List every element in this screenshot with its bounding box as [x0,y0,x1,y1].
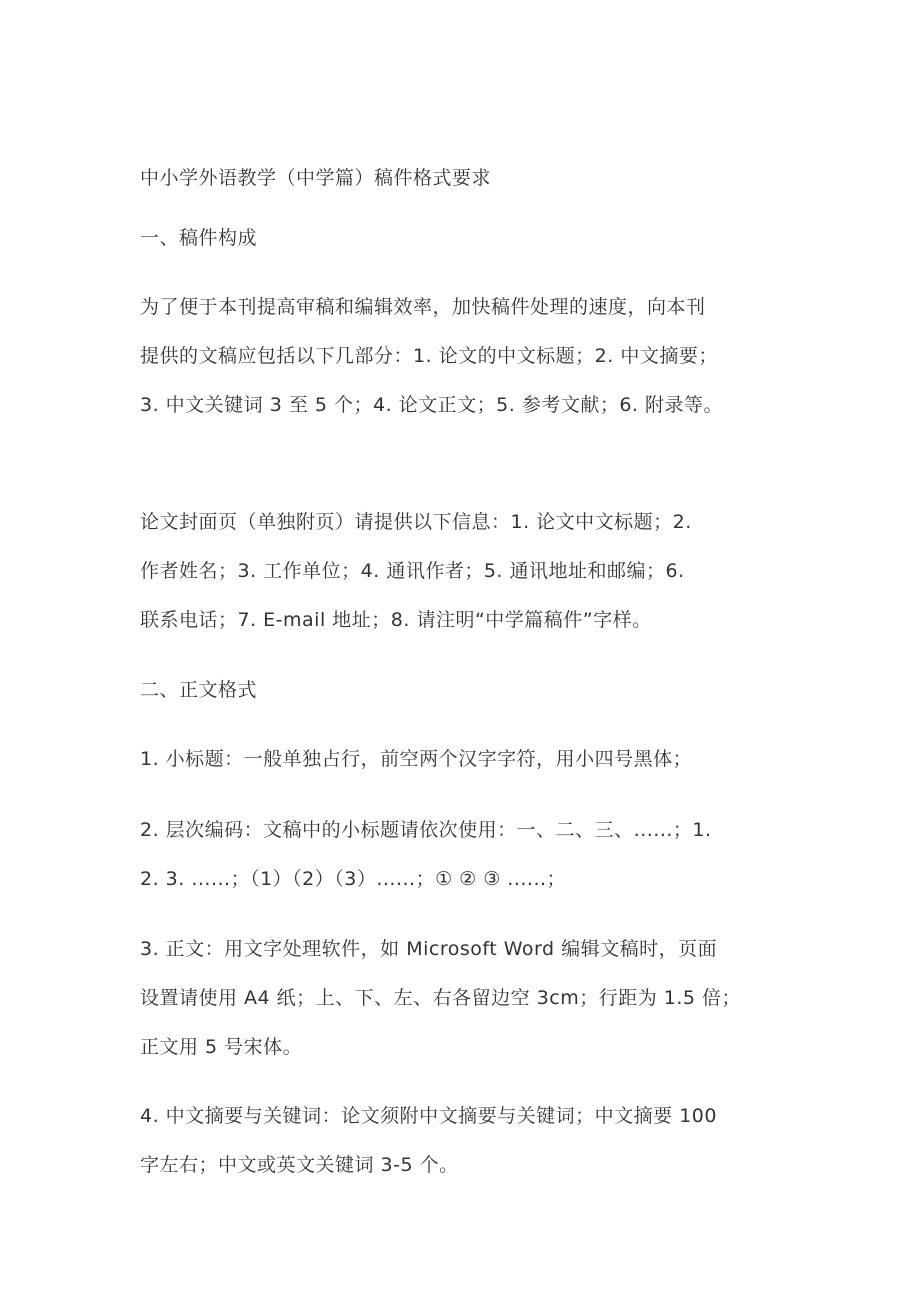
paragraph-line: 作者姓名；3. 工作单位；4. 通讯作者；5. 通讯地址和邮编；6. [140,560,685,582]
section-heading-body-format: 二、正文格式 [140,679,258,701]
paragraph-line: 为了便于本刊提高审稿和编辑效率，加快稿件处理的速度，向本刊 [140,296,706,318]
list-item-line: 1. 小标题：一般单独占行，前空两个汉字字符，用小四号黑体； [140,748,693,770]
list-item-line: 正文用 5 号宋体。 [140,1036,303,1058]
paragraph-line: 联系电话；7. E-mail 地址；8. 请注明“中学篇稿件”字样。 [140,609,652,631]
list-item-line: 字左右；中文或英文关键词 3-5 个。 [140,1154,459,1176]
paragraph-line: 提供的文稿应包括以下几部分：1. 论文的中文标题；2. 中文摘要； [140,345,718,367]
document-title: 中小学外语教学（中学篇）稿件格式要求 [140,167,492,189]
paragraph-line: 论文封面页（单独附页）请提供以下信息：1. 论文中文标题；2. [140,511,692,533]
list-item-line: 设置请使用 A4 纸；上、下、左、右各留边空 3cm；行距为 1.5 倍； [140,987,742,1009]
section-heading-composition: 一、稿件构成 [140,227,258,249]
paragraph-line: 3. 中文关键词 3 至 5 个；4. 论文正文；5. 参考文献；6. 附录等。 [140,394,724,416]
list-item-line: 2. 3. ......；（1）（2）（3）......；① ② ③ ......； [140,868,567,890]
list-item-line: 2. 层次编码：文稿中的小标题请依次使用：一、二、三、......；1. [140,819,712,841]
list-item-line: 3. 正文：用文字处理软件，如 Microsoft Word 编辑文稿时，页面 [140,938,718,960]
list-item-line: 4. 中文摘要与关键词：论文须附中文摘要与关键词；中文摘要 100 [140,1105,717,1127]
